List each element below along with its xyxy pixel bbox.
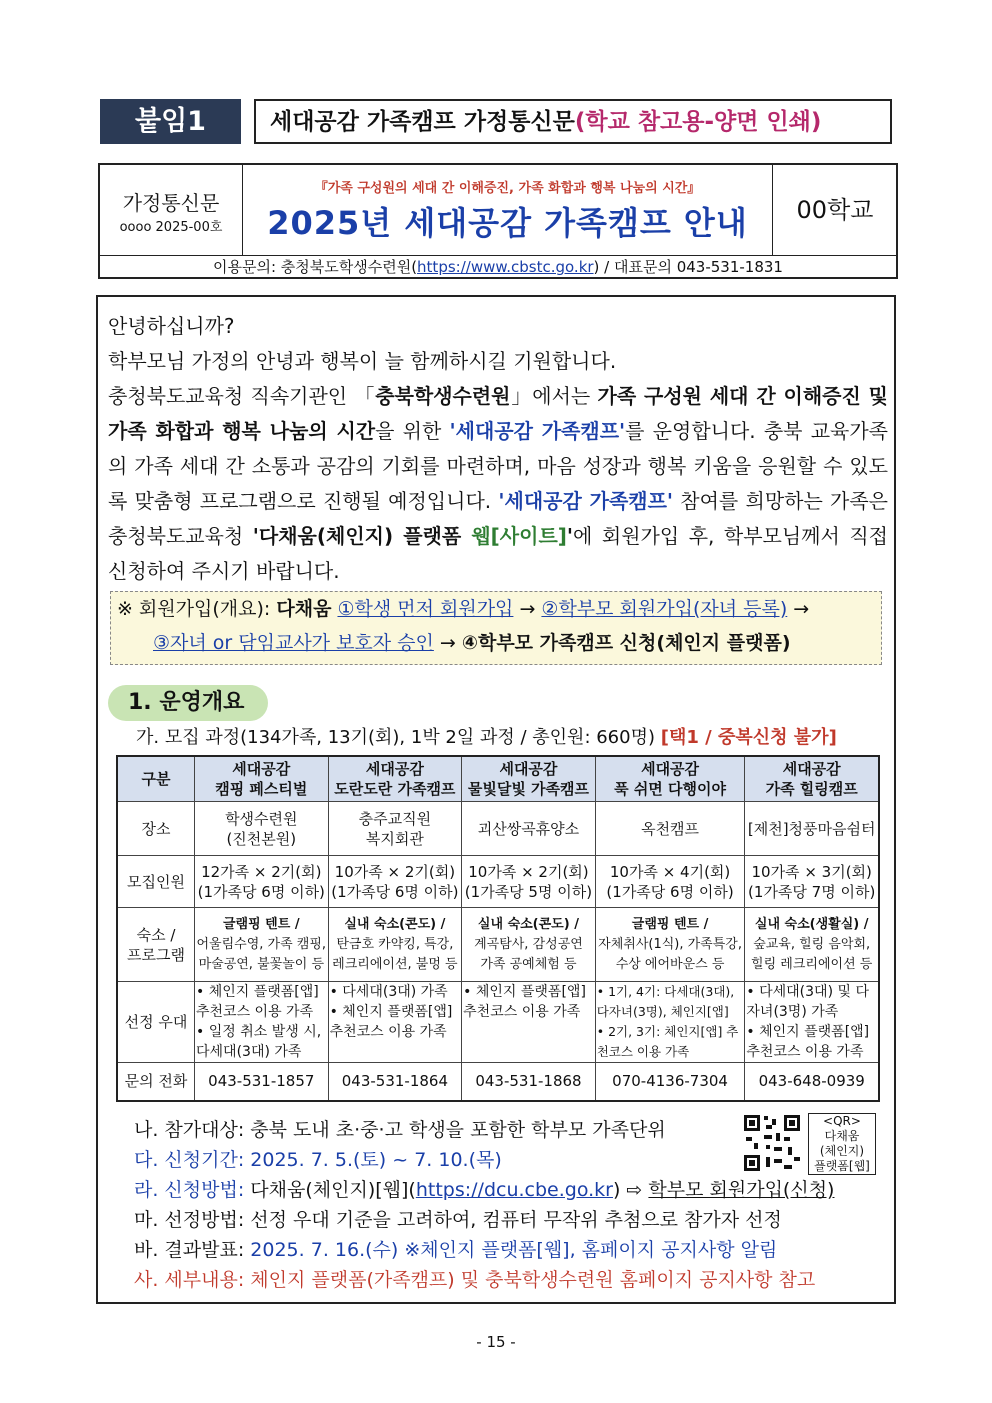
method-signup[interactable]: 학부모 회원가입(신청) xyxy=(648,1179,835,1201)
intro-paragraph xyxy=(108,379,888,589)
item-detail: 사. 세부내용: 체인지 플랫폼(가족캠프) 및 충북학생수련원 홈페이지 공지사항 참고 xyxy=(134,1269,816,1291)
table-cell: 괴산쌍곡휴양소 xyxy=(462,802,596,856)
recruit-summary xyxy=(136,725,837,751)
table-cell: 10가족 × 2기(회) (1가족당 6명 이하) xyxy=(328,856,462,908)
note-arrow: → xyxy=(513,598,542,620)
item-method xyxy=(134,1175,835,1205)
table-cell: 글램핑 텐트 / 자체취사(1식), 가족특강, 수상 에어바운스 등 xyxy=(595,908,745,982)
main-body xyxy=(96,295,896,1304)
table-cell: 글램핑 텐트 / 어울림수영, 가족 캠핑, 마술공연, 불꽃놀이 등 xyxy=(195,908,329,982)
table-header: 세대공감 푹 쉬면 다행이야 xyxy=(595,756,745,802)
row-label: 숙소 / 프로그램 xyxy=(117,908,195,982)
item-target: 나. 참가대상: 충북 도내 초·중·고 학생을 포함한 학부모 가족단위 xyxy=(134,1119,666,1141)
table-cell: 충주교직원 복지회관 xyxy=(328,802,462,856)
table-cell: 학생수련원 (진천본원) xyxy=(195,802,329,856)
table-cell: • 1기, 4기: 다세대(3대), 다자녀(3명), 체인지[앱] • 2기, 3기: 체인지[앱] 추천코스 이용 가족 xyxy=(595,982,745,1063)
intro-platform-web: 웹[사이트] xyxy=(471,524,567,548)
row-label: 모집인원 xyxy=(117,856,195,908)
newsletter-label: 가정통신문 xyxy=(122,191,220,215)
table-header: 구분 xyxy=(117,756,195,802)
phone-cell: 043-531-1864 xyxy=(328,1063,462,1101)
result-label: 바. 결과발표: xyxy=(134,1239,251,1261)
intro-quote: ' xyxy=(566,524,574,548)
info-list xyxy=(134,1115,835,1295)
table-header: 세대공감 물빛달빛 가족캠프 xyxy=(462,756,596,802)
intro-camp-name: '세대공감 가족캠프' xyxy=(498,489,674,513)
attachment-tag: 붙임1 xyxy=(100,99,241,144)
table-cell: • 다세대(3대) 및 다자녀(3명) 가족 • 체인지 플랫폼[앱] 추천코스 이용 가족 xyxy=(745,982,879,1063)
table-cell: [제천]청풍마음쉼터 xyxy=(745,802,879,856)
method-text: 다채움(체인지)[웹]( xyxy=(250,1179,416,1201)
phone-cell: 043-648-0939 xyxy=(745,1063,879,1101)
qr-label-line: (체인지) xyxy=(819,1144,865,1158)
contact-row xyxy=(100,255,896,278)
table-cell: 실내 숙소(콘도) / 탄금호 카약킹, 특강, 레크리에이션, 불멍 등 xyxy=(328,908,462,982)
phone-cell: 043-531-1868 xyxy=(462,1063,596,1101)
table-header: 세대공감 가족 힐링캠프 xyxy=(745,756,879,802)
contact-link[interactable]: https://www.cbstc.go.kr xyxy=(417,258,594,276)
table-header: 세대공감 캠핑 페스티벌 xyxy=(195,756,329,802)
newsletter-subtitle: 『가족 구성원의 세대 간 이해증진, 가족 화합과 행복 나눔의 시간』 xyxy=(314,181,701,196)
qr-label-line: 다채움 xyxy=(824,1129,860,1143)
table-row xyxy=(117,856,879,908)
item-selection: 마. 선정방법: 선정 우대 기준을 고려하여, 컴퓨터 무작위 추첨으로 참가자 선정 xyxy=(134,1209,782,1231)
method-label: 라. 신청방법: xyxy=(134,1179,251,1201)
intro-text: 을 위한 xyxy=(375,419,450,443)
newsletter-header xyxy=(98,163,898,279)
newsletter-label-cell xyxy=(100,165,243,255)
table-row xyxy=(117,982,879,1063)
intro-text: 참여를 희망하는 가족은 충청북도교육청 xyxy=(108,489,888,548)
qr-code-icon[interactable] xyxy=(742,1113,802,1173)
intro xyxy=(108,309,888,589)
method-link[interactable]: https://dcu.cbe.go.kr xyxy=(415,1179,613,1201)
note-step-3[interactable]: ③자녀 or 담임교사가 보호자 승인 xyxy=(153,632,434,654)
table-cell: 실내 숙소(콘도) / 계곡탐사, 감성공연 가족 공예체험 등 xyxy=(462,908,596,982)
title-note: (학교 참고용-양면 인쇄) xyxy=(574,109,822,135)
intro-org: 충북학생수련원 xyxy=(375,384,511,408)
table-cell: 옥천캠프 xyxy=(595,802,745,856)
intro-text: 충청북도교육청 직속기관인 「 xyxy=(108,384,376,408)
section-title: 1. 운영개요 xyxy=(108,685,268,721)
table-header-row xyxy=(117,756,879,802)
note-prefix: ※ 회원가입(개요): xyxy=(117,598,277,620)
table-cell: 실내 숙소(생활실) / 숲교육, 힐링 음악회, 힐링 레크리에이션 등 xyxy=(745,908,879,982)
school-name: 00학교 xyxy=(772,165,897,255)
note-step-1[interactable]: ①학생 먼저 회원가입 xyxy=(337,598,514,620)
intro-platform: '다채움(체인지) 플랫폼 xyxy=(252,524,472,548)
intro-text: 를 운영합니다. 충북 교육가족의 가족 세대 간 소통과 공감의 기회를 마련하며, 마음 성장과 행복 키움을 응원할 수 있도록 맞춤형 프로그램으로 진행될 예정입니다. xyxy=(108,419,888,513)
document-title xyxy=(254,99,892,144)
note-step-4: ④학부모 가족캠프 신청(체인지 플랫폼) xyxy=(461,632,791,654)
note-brand: 다채움 xyxy=(276,598,332,620)
row-label: 문의 전화 xyxy=(117,1063,195,1101)
item-period: 다. 신청기간: 2025. 7. 5.(토) ~ 7. 10.(목) xyxy=(134,1149,502,1171)
row-label: 선정 우대 xyxy=(117,982,195,1063)
phone-cell: 043-531-1857 xyxy=(195,1063,329,1101)
phone-cell: 070-4136-7304 xyxy=(595,1063,745,1101)
page-number: - 15 - xyxy=(476,1333,516,1351)
table-cell: 10가족 × 2기(회) (1가족당 5명 이하) xyxy=(462,856,596,908)
row-label: 장소 xyxy=(117,802,195,856)
method-arrow: ) ⇨ xyxy=(612,1179,649,1201)
table-header: 세대공감 도란도란 가족캠프 xyxy=(328,756,462,802)
newsletter-number: oooo 2025-00호 xyxy=(119,220,223,235)
operations-table xyxy=(116,755,880,1102)
intro-text: 에 회원가입 후, 학부모님께서 직접 신청하여 주시기 바랍니다. xyxy=(108,524,888,583)
table-row xyxy=(117,802,879,856)
contact-suffix: ) / 대표문의 043-531-1831 xyxy=(593,258,783,276)
table-cell: 12가족 × 2기(회) (1가족당 6명 이하) xyxy=(195,856,329,908)
result-text: 2025. 7. 16.(수) ※체인지 플랫폼[웹], 홈페이지 공지사항 알림 xyxy=(250,1239,778,1261)
qr-label xyxy=(808,1113,876,1175)
wish: 학부모님 가정의 안녕과 행복이 늘 함께하시길 기원합니다. xyxy=(108,349,617,373)
note-arrow: → xyxy=(787,598,810,620)
intro-camp-name: '세대공감 가족캠프' xyxy=(449,419,626,443)
table-cell: • 다세대(3대) 가족 • 체인지 플랫폼[앱] 추천코스 이용 가족 xyxy=(328,982,462,1063)
greeting: 안녕하십니까? xyxy=(108,314,235,338)
note-arrow: → xyxy=(433,632,462,654)
title-text: 세대공감 가족캠프 가정통신문 xyxy=(270,109,575,135)
qr-label-line: <QR> xyxy=(823,1114,861,1128)
newsletter-title-cell xyxy=(243,165,772,255)
intro-text: 」에서는 xyxy=(510,384,598,408)
table-row xyxy=(117,1063,879,1101)
recruit-text: 가. 모집 과정(134가족, 13기(회), 1박 2일 과정 / 총인원: 660명) xyxy=(136,727,655,748)
recruit-warning: [택1 / 중복신청 불가] xyxy=(660,727,837,748)
contact-prefix: 이용문의: 충청북도학생수련원( xyxy=(213,258,418,276)
table-cell: • 체인지 플랫폼[앱] 추천코스 이용 가족 xyxy=(462,982,596,1063)
intro-purpose: 가족 구성원 세대 간 이해증진 및 가족 화합과 행복 나눔의 시간 xyxy=(108,384,888,443)
table-row xyxy=(117,908,879,982)
note-step-2[interactable]: ②학부모 회원가입(자녀 등록) xyxy=(541,598,788,620)
table-cell: 10가족 × 3기(회) (1가족당 7명 이하) xyxy=(745,856,879,908)
qr-label-line: 플랫폼[웹] xyxy=(814,1159,870,1173)
item-result xyxy=(134,1235,778,1265)
signup-note xyxy=(110,591,882,665)
table-cell: • 체인지 플랫폼[앱] 추천코스 이용 가족 • 일정 취소 발생 시, 다세대(3대) 가족 xyxy=(195,982,329,1063)
table-cell: 10가족 × 4기(회) (1가족당 6명 이하) xyxy=(595,856,745,908)
newsletter-title: 2025년 세대공감 가족캠프 안내 xyxy=(267,204,748,242)
